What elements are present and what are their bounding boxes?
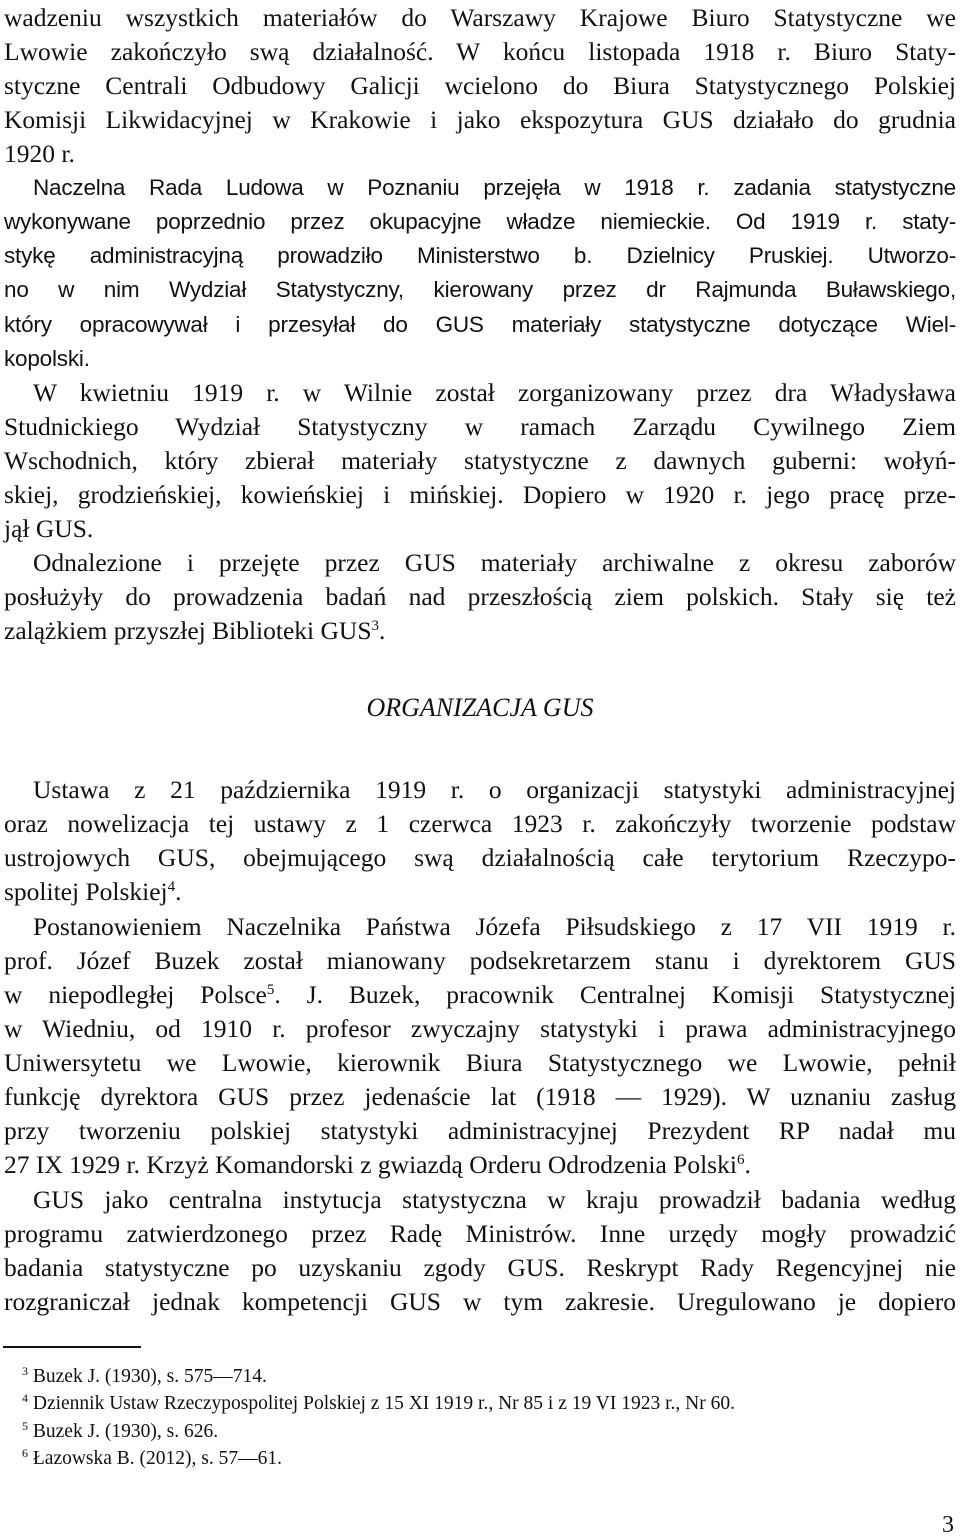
text-line xyxy=(4,580,956,614)
line-text: ustrojowych GUS, obejmującego swą działalnością całe terytorium Rzeczypo- xyxy=(4,843,956,873)
footnote-number: 6 xyxy=(22,1445,28,1460)
line-text: wykonywane poprzednio przez okupacyjne władze niemieckie. Od 1919 r. staty- xyxy=(4,209,956,235)
line-text: funkcję dyrektora GUS przez jedenaście lat (1918 — 1929). W uznaniu zasług xyxy=(4,1082,956,1112)
line-text: w niepodległej Polsce xyxy=(4,979,267,1009)
text-line xyxy=(33,546,956,580)
line-text: Wschodnich, który zbierał materiały statystyczne z dawnych guberni: wołyń- xyxy=(4,445,956,475)
text-line xyxy=(4,807,956,841)
text-line xyxy=(33,171,956,205)
line-text: 1920 r. xyxy=(4,139,75,169)
line-text: wadzeniu wszystkich materiałów do Warszawy Krajowe Biuro Statystyczne we xyxy=(4,3,956,32)
line-text: przy tworzeniu polskiej statystyki administracyjnej Prezydent RP nadał mu xyxy=(4,1116,956,1146)
text-line xyxy=(4,239,956,273)
text-line xyxy=(4,1148,956,1182)
footnote-divider xyxy=(3,1346,141,1348)
footnote xyxy=(22,1390,735,1417)
line-text: 27 IX 1929 r. Krzyż Komandorski z gwiazdą Orderu Odrodzenia Polski xyxy=(4,1150,737,1180)
line-text: Odnalezione i przejęte przez GUS materiały archiwalne z okresu zaborów xyxy=(33,547,956,577)
text-line xyxy=(4,614,956,648)
line-text: GUS jako centralna instytucja statystyczna w kraju prowadził badania według xyxy=(33,1184,956,1214)
text-line xyxy=(4,137,956,171)
text-line xyxy=(4,410,956,444)
line-text: styczne Centrali Odbudowy Galicji wcielono do Biura Statystycznego Polskiej xyxy=(4,71,956,101)
text-line xyxy=(4,1046,956,1080)
text-line xyxy=(4,1251,956,1285)
text-line xyxy=(33,910,956,944)
text-line xyxy=(4,841,956,875)
footnote-ref: 4 xyxy=(167,879,176,896)
line-text-tail: . J. Buzek, pracownik Centralnej Komisji Statystycznej xyxy=(274,979,956,1009)
line-text: Postanowieniem Naczelnika Państwa Józefa Piłsudskiego z 17 VII 1919 r. xyxy=(33,911,956,941)
line-text: zalążkiem przyszłej Biblioteki GUS xyxy=(4,616,372,646)
text-line xyxy=(4,1217,956,1251)
line-text: jął GUS. xyxy=(4,513,94,543)
line-text: oraz nowelizacja tej ustawy z 1 czerwca 1923 r. zakończyły tworzenie podstaw xyxy=(4,809,956,839)
line-text: no w nim Wydział Statystyczny, kierowany przez dr Rajmunda Buławskiego, xyxy=(4,277,956,303)
text-line xyxy=(4,512,956,546)
text-line xyxy=(4,1,956,35)
line-text: posłużyły do prowadzenia badań nad przeszłością ziem polskich. Stały się też xyxy=(4,582,956,612)
text-line xyxy=(33,376,956,410)
text-line xyxy=(4,308,956,342)
text-line xyxy=(33,773,956,807)
line-text-tail: . xyxy=(175,877,182,907)
text-line xyxy=(33,1183,956,1217)
text-line xyxy=(4,1114,956,1148)
text-line xyxy=(4,1080,956,1114)
text-line xyxy=(4,35,956,69)
line-text: Naczelna Rada Ludowa w Poznaniu przejęła w 1918 r. zadania statystyczne xyxy=(33,175,956,201)
text-line xyxy=(4,1012,956,1046)
line-text: programu zatwierdzonego przez Radę Ministrów. Inne urzędy mogły prowadzić xyxy=(4,1218,956,1248)
footnote-text: Buzek J. (1930), s. 575—714. xyxy=(32,1366,267,1387)
line-text: Lwowie zakończyło swą działalność. W końcu listopada 1918 r. Biuro Staty- xyxy=(4,37,956,67)
line-text: W kwietniu 1919 r. w Wilnie został zorganizowany przez dra Władysława xyxy=(33,377,956,407)
footnote xyxy=(22,1363,267,1390)
line-text: prof. Józef Buzek został mianowany podsekretarzem stanu i dyrektorem GUS xyxy=(4,945,956,975)
text-line xyxy=(4,478,956,512)
text-line xyxy=(4,1285,956,1319)
line-text: Uniwersytetu we Lwowie, kierownik Biura Statystycznego we Lwowie, pełnił xyxy=(4,1048,956,1078)
footnote-text: Łazowska B. (2012), s. 57—61. xyxy=(32,1447,283,1469)
footnote xyxy=(22,1445,282,1472)
page-number: 3 xyxy=(942,1512,954,1538)
line-text: Komisji Likwidacyjnej w Krakowie i jako ekspozytura GUS działało do grudnia xyxy=(4,105,956,135)
footnote-number: 3 xyxy=(22,1364,28,1378)
line-text: skiej, grodzieńskiej, kowieńskiej i mińskiej. Dopiero w 1920 r. jego pracę prze- xyxy=(4,479,956,509)
text-line xyxy=(4,103,956,137)
line-text: stykę administracyjną prowadziło Ministerstwo b. Dzielnicy Pruskiej. Utworzo- xyxy=(4,243,956,269)
text-line xyxy=(4,944,956,978)
section-heading: ORGANIZACJA GUS xyxy=(366,693,594,722)
line-text: Ustawa z 21 października 1919 r. o organizacji statystyki administracyjnej xyxy=(33,775,956,804)
footnote-text: Dziennik Ustaw Rzeczypospolitej Polskiej z 15 XI 1919 r., Nr 85 i z 19 VI 1923 r., Nr 60. xyxy=(32,1393,735,1415)
footnote-ref: 3 xyxy=(371,618,380,635)
line-text: rozgraniczał jednak kompetencji GUS w tym zakresie. Uregulowano je dopiero xyxy=(4,1286,956,1316)
text-line xyxy=(4,69,956,103)
footnote-ref: 5 xyxy=(266,981,275,998)
line-text: kopolski. xyxy=(4,345,90,371)
footnote xyxy=(22,1418,218,1445)
line-text-tail: . xyxy=(379,616,386,646)
footnote-ref: 6 xyxy=(736,1152,745,1169)
line-text: badania statystyczne po uzyskaniu zgody GUS. Reskrypt Rady Regencyjnej nie xyxy=(4,1252,956,1282)
text-line xyxy=(4,875,956,909)
footnote-number: 4 xyxy=(22,1391,28,1406)
text-line xyxy=(4,444,956,478)
line-text: spolitej Polskiej xyxy=(4,877,168,907)
text-line xyxy=(4,205,956,239)
footnote-number: 5 xyxy=(22,1418,28,1433)
line-text: który opracowywał i przesyłał do GUS materiały statystyczne dotyczące Wiel- xyxy=(4,311,956,337)
text-line xyxy=(4,342,956,376)
line-text-tail: . xyxy=(744,1150,751,1180)
line-text: w Wiedniu, od 1910 r. profesor zwyczajny statystyki i prawa administracyjnego xyxy=(4,1013,956,1043)
text-line xyxy=(4,978,956,1012)
text-line xyxy=(4,273,956,307)
line-text: Studnickiego Wydział Statystyczny w ramach Zarządu Cywilnego Ziem xyxy=(4,411,956,441)
footnote-text: Buzek J. (1930), s. 626. xyxy=(32,1420,219,1442)
